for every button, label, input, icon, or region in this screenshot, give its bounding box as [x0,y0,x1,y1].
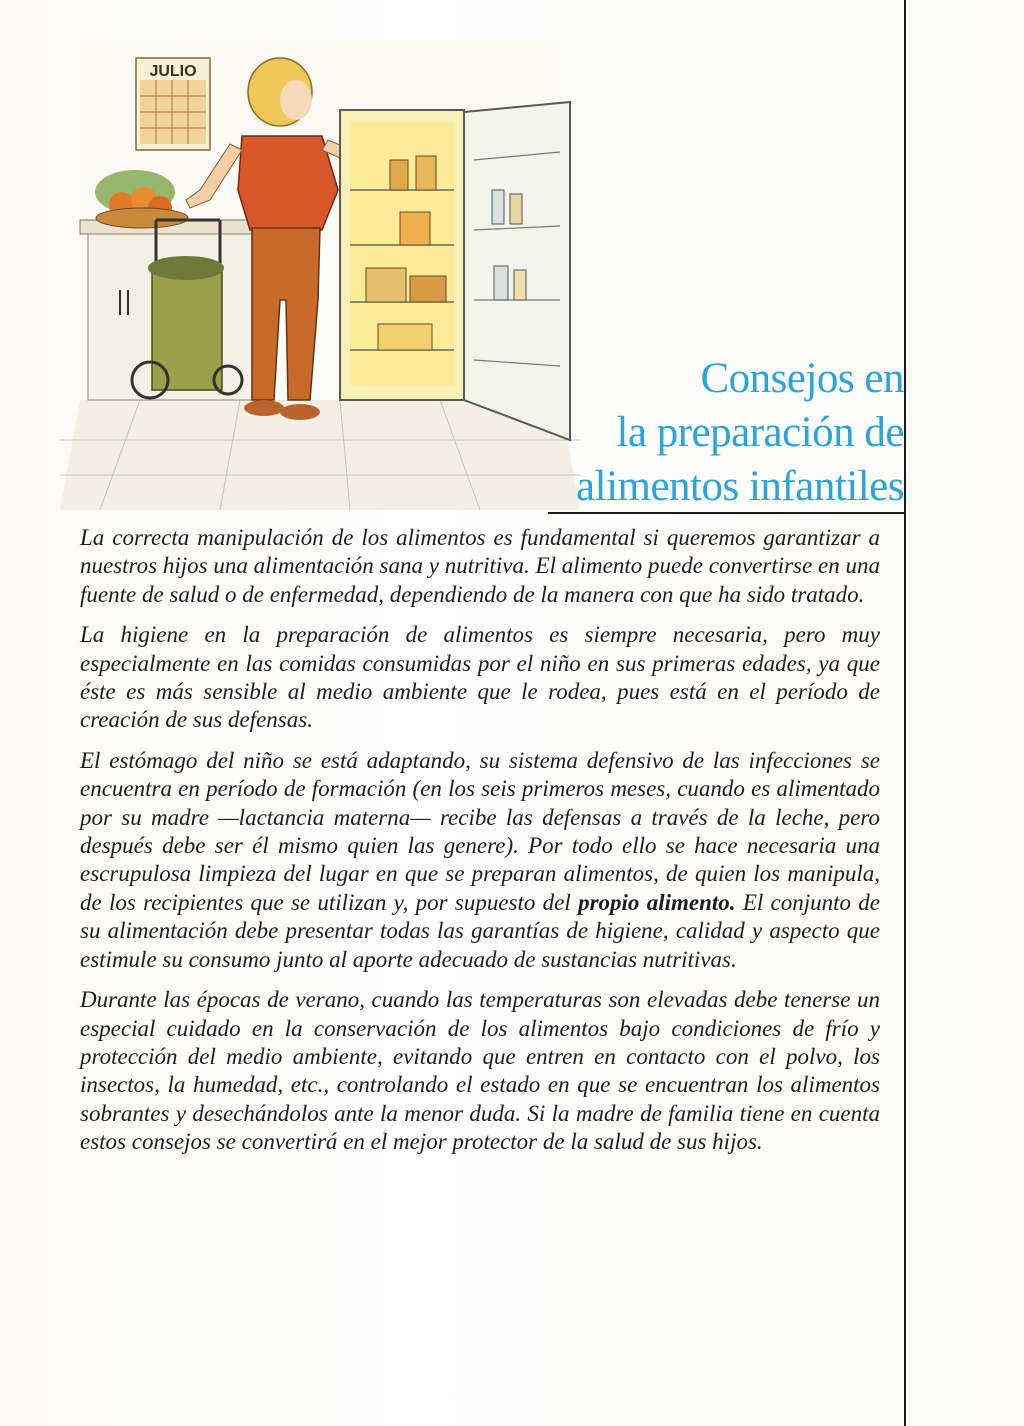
floor [60,400,580,510]
title-underline-rule [548,512,906,514]
paragraph-3-bold: propio alimento. [578,889,736,915]
page-title [576,352,904,514]
article-body [80,524,880,1169]
calendar-label: JULIO [149,63,197,80]
paragraph-4: Durante las épocas de verano, cuando las temperaturas son elevadas debe tenerse un especial cuidado en la conservación de los alimentos bajo condiciones de frío y protección del medio ambiente, evitando que entren en contacto con el polvo, los insectos, la humedad, etc., controlando el estado en que se encuentran los alimentos sobrantes y desechándolos ante la menor duda. Si la madre de familia tiene en cuenta estos consejos se convertirá en el mejor protector de la salud de sus hijos. [80,987,880,1155]
right-margin-rule [904,0,906,1426]
kitchen-refrigerator-illustration [60,40,580,510]
paragraph-1: La correcta manipulación de los alimentos es fundamental si queremos garantizar a nuestros hijos una alimentación sana y nutritiva. El alimento puede convertirse en una fuente de salud o de enfermedad, dependiendo de la manera con que ha sido tratado. [80,525,880,607]
title-line-1: Consejos en [700,355,904,402]
title-line-2: la preparación de [616,409,904,456]
paragraph-3-part-a: El estómago del niño se está adaptando, su sistema defensivo de las infecciones se encuentra en período de formación (en los seis primeros meses, cuando es alimentado por su madre —lactancia materna— recibe las defensas a través de la leche, pero después debe ser él mismo quien las genere). Por todo ello se hace necesaria una escrupulosa limpieza del lugar en que se preparan alimentos, de quien los manipula, de los recipientes que se utilizan y, por supuesto del [80,747,880,915]
paragraph-3-part-b: El conjunto de su alimentación debe presentar todas las garantías de higiene, calidad y aspecto que estimule su consumo junto al aporte adecuado de sustancias nutritivas. [80,889,881,972]
title-line-3: alimentos infantiles [576,463,904,510]
paragraph-2: La higiene en la preparación de alimentos es siempre necesaria, pero muy especialmente en las comidas consumidas por el niño en sus primeras edades, ya que éste es más sensible al medio ambiente que le rodea, pues está en el período de creación de sus defensas. [80,622,880,733]
paragraph-3 [80,747,880,974]
refrigerator [340,102,570,440]
calendar [136,58,210,150]
